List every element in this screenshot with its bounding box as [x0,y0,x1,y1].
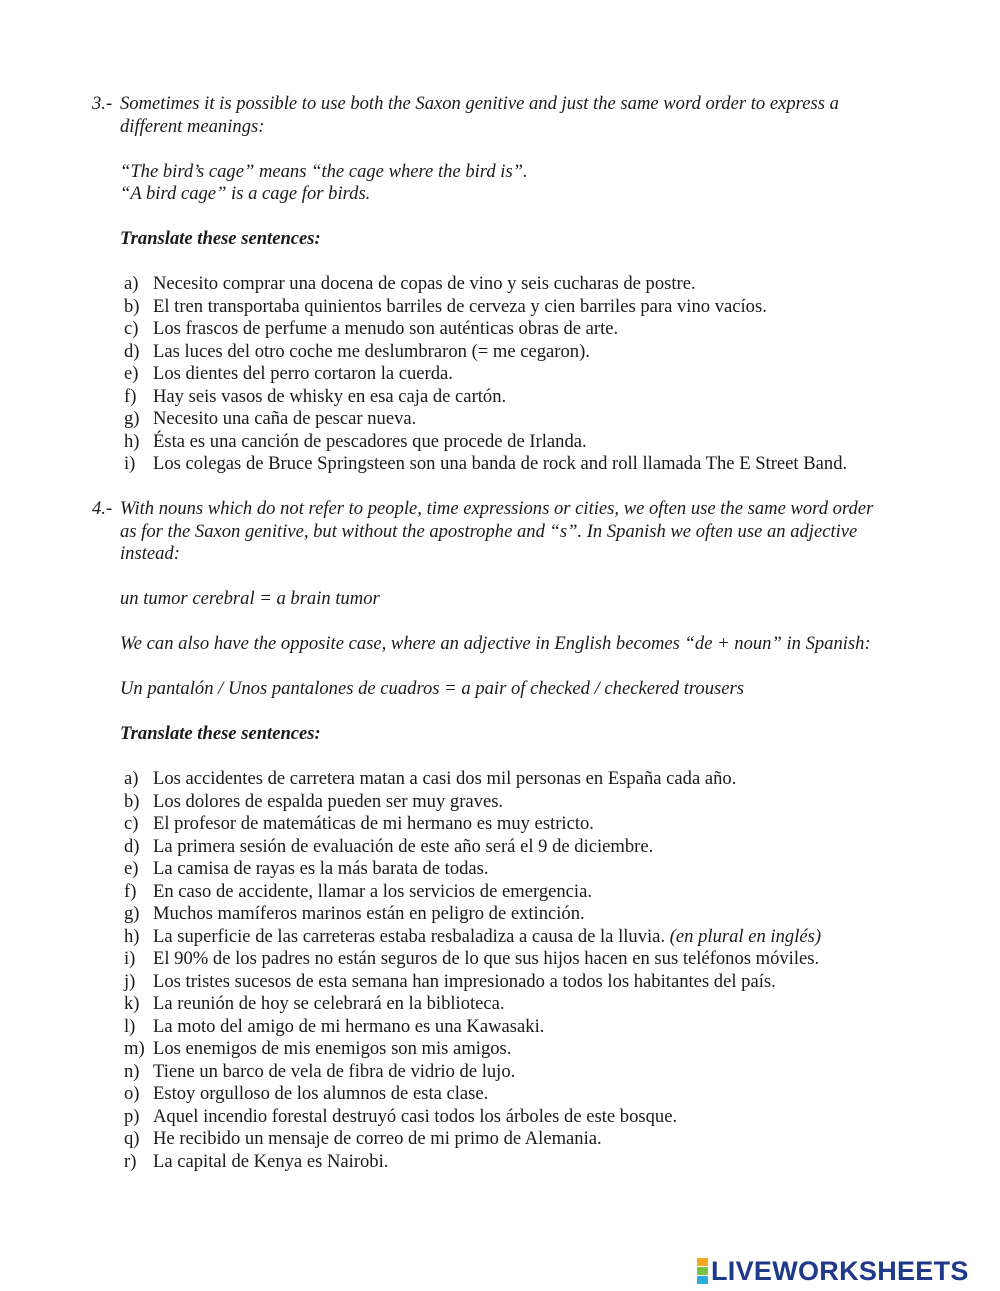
list-item [120,791,892,814]
list-item-text: La primera sesión de evaluación de este año será el 9 de diciembre. [153,835,654,857]
section-4 [92,498,892,1173]
list-item [120,1038,892,1061]
list-item-text: La superficie de las carreteras estaba resbaladiza a causa de la lluvia. [153,925,666,947]
list-item-letter: h) [124,925,140,947]
liveworksheets-logo-icon [697,1258,708,1285]
section-3-number: 3.- [92,93,113,114]
list-item-text: Los enemigos de mis enemigos son mis amigos. [153,1038,512,1059]
list-item [120,903,892,926]
list-item-text: Tiene un barco de vela de fibra de vidrio de lujo. [153,1060,516,1082]
list-item [120,926,892,949]
list-item-text: El tren transportaba quinientos barriles de cerveza y cien barriles para vino vacíos. [153,295,767,317]
list-item [120,948,892,971]
list-item-letter: l) [124,1015,136,1037]
list-item-text: Ésta es una canción de pescadores que procede de Irlanda. [153,430,587,452]
list-item-text: Los tristes sucesos de esta semana han impresionado a todos los habitantes del país. [153,970,776,992]
section-3-list [120,273,892,476]
list-item-letter: q) [124,1128,140,1149]
list-item-text: El 90% de los padres no están seguros de lo que sus hijos hacen en sus teléfonos móviles. [153,948,820,969]
list-item-text: Los dientes del perro cortaron la cuerda. [153,363,453,384]
list-item-letter: h) [124,430,140,452]
list-item-letter: d) [124,340,140,362]
list-item-letter: r) [124,1150,137,1172]
list-item-text: Las luces del otro coche me deslumbraron (= me cegaron). [153,340,590,362]
list-item-letter: k) [124,993,140,1014]
list-item-letter: n) [124,1060,140,1082]
section-3-example-1: “The bird’s cage” means “the cage where the bird is”. [120,160,528,182]
list-item [120,813,892,836]
list-item [120,881,892,904]
list-item-text: El profesor de matemáticas de mi hermano es muy estricto. [153,813,594,834]
list-item [120,453,892,476]
list-item-letter: o) [124,1083,140,1104]
list-item-letter: d) [124,835,140,857]
list-item-text: Aquel incendio forestal destruyó casi todos los árboles de este bosque. [153,1105,678,1127]
list-item [120,768,892,791]
list-item-text: La moto del amigo de mi hermano es una Kawasaki. [153,1015,545,1037]
section-3-example-2: “A bird cage” is a cage for birds. [120,183,371,204]
section-3-instruction: Translate these sentences: [120,228,321,249]
section-4-instruction: Translate these sentences: [120,723,321,744]
section-4-intro-2: We can also have the opposite case, where an adjective in English becomes “de + noun” in Spanish: [120,633,871,654]
list-item [120,1061,892,1084]
section-4-intro: With nouns which do not refer to people, time expressions or cities, we often use the same word order as for the Saxon genitive, but without the apostrophe and “s”. In Spanish we often use an adjective instead: [120,498,874,564]
list-item-letter: f) [124,385,137,407]
list-item-letter: c) [124,318,139,339]
list-item-letter: a) [124,273,139,294]
section-4-list [120,768,892,1173]
list-item-text: He recibido un mensaje de correo de mi primo de Alemania. [153,1128,602,1149]
list-item-text: Los colegas de Bruce Springsteen son una banda de rock and roll llamada The E Street Band. [153,453,848,474]
list-item [120,318,892,341]
list-item-note: (en plural en inglés) [669,925,822,947]
list-item [120,1106,892,1129]
list-item-text: Hay seis vasos de whisky en esa caja de cartón. [153,385,507,407]
list-item [120,408,892,431]
list-item [120,386,892,409]
list-item [120,971,892,994]
list-item-text: La capital de Kenya es Nairobi. [153,1150,389,1172]
list-item [120,993,892,1016]
section-3-intro: Sometimes it is possible to use both the Saxon genitive and just the same word order to express a different meanings: [120,93,839,137]
list-item [120,296,892,319]
list-item-letter: a) [124,768,139,789]
list-item-text: Los dolores de espalda pueden ser muy graves. [153,790,504,812]
list-item-letter: g) [124,408,140,429]
list-item-text: Muchos mamíferos marinos están en peligro de extinción. [153,903,585,924]
list-item [120,858,892,881]
list-item [120,836,892,859]
list-item-text: La reunión de hoy se celebrará en la biblioteca. [153,993,505,1014]
list-item-letter: m) [124,1038,145,1059]
list-item [120,1151,892,1174]
list-item-letter: g) [124,903,140,924]
list-item [120,431,892,454]
list-item [120,1083,892,1106]
list-item-letter: c) [124,813,139,834]
list-item-text: La camisa de rayas es la más barata de todas. [153,858,489,879]
section-4-example-1: un tumor cerebral = a brain tumor [120,588,380,609]
list-item-letter: f) [124,880,137,902]
section-4-example-2: Un pantalón / Unos pantalones de cuadros = a pair of checked / checkered trousers [120,678,744,699]
liveworksheets-logo[interactable] [697,1257,969,1285]
list-item-text: En caso de accidente, llamar a los servicios de emergencia. [153,880,592,902]
list-item-letter: e) [124,858,139,879]
list-item-letter: i) [124,453,136,474]
section-3 [92,93,892,476]
list-item [120,273,892,296]
list-item-text: Necesito una caña de pescar nueva. [153,408,417,429]
list-item-letter: j) [124,970,136,992]
list-item [120,363,892,386]
list-item-text: Estoy orgulloso de los alumnos de esta clase. [153,1083,489,1104]
list-item-text: Necesito comprar una docena de copas de vino y seis cucharas de postre. [153,273,696,294]
list-item-letter: b) [124,295,140,317]
liveworksheets-logo-text: LIVEWORKSHEETS [711,1256,969,1286]
list-item-letter: p) [124,1105,140,1127]
list-item-letter: i) [124,948,136,969]
list-item-letter: e) [124,363,139,384]
list-item-text: Los frascos de perfume a menudo son auténticas obras de arte. [153,318,619,339]
list-item-letter: b) [124,790,140,812]
list-item [120,1128,892,1151]
section-4-number: 4.- [92,498,113,519]
list-item [120,1016,892,1039]
list-item [120,341,892,364]
list-item-text: Los accidentes de carretera matan a casi dos mil personas en España cada año. [153,768,737,789]
